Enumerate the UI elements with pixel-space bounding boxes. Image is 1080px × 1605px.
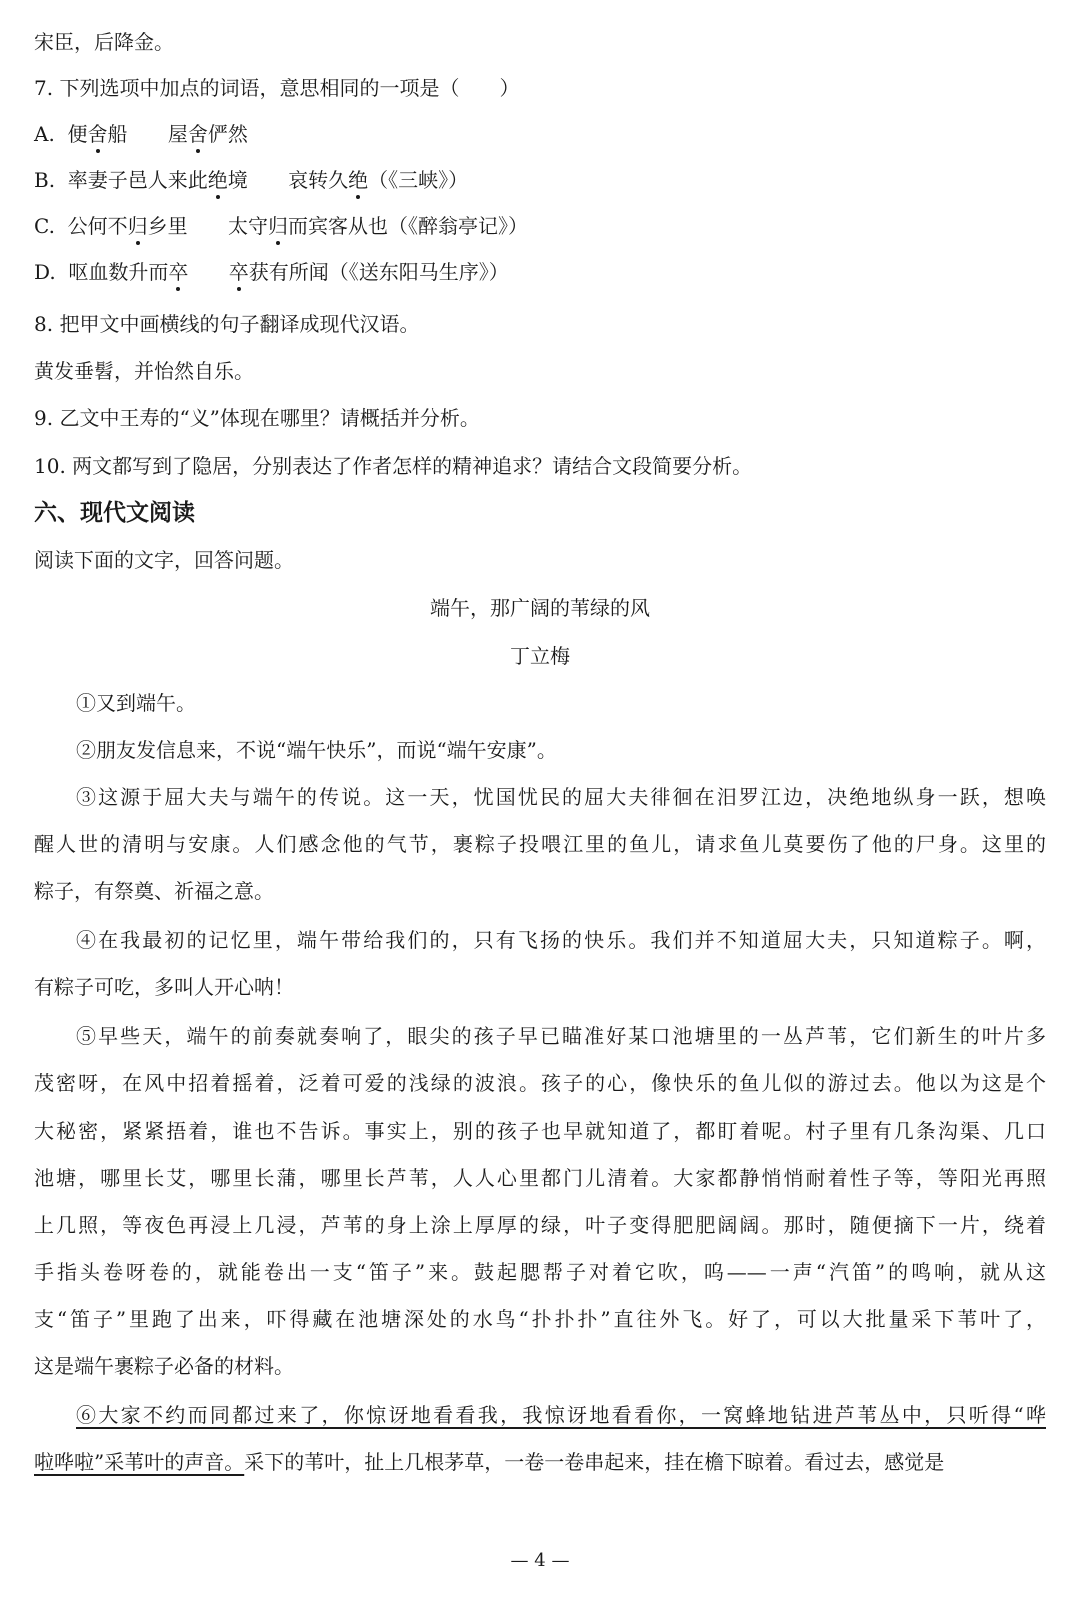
source-note: （《送东阳马生序》） <box>328 260 509 284</box>
paragraph-2: ②朋友发信息来，不说“端午快乐”，而说“端午安康”。 <box>76 738 557 762</box>
paragraph-5-line-8: 这是端午裹粽子必备的材料。 <box>34 1354 294 1378</box>
text: 呕血数升而 <box>68 260 169 284</box>
option-phrase-2 <box>228 214 528 238</box>
dotted-word: 归 <box>127 214 148 238</box>
dotted-word: 舍 <box>187 122 208 146</box>
dotted-word: 归 <box>268 214 289 238</box>
text: 公何不 <box>67 214 128 238</box>
paragraph-5-line-7: 支“笛子”里跑了出来，吓得藏在池塘深处的水鸟“扑扑扑”直往外飞。好了，可以大批量采下苇叶了， <box>34 1307 1046 1331</box>
text: 境 <box>227 168 248 192</box>
article-title: 端午，那广阔的苇绿的风 <box>430 596 650 620</box>
paragraph-1: ①又到端午。 <box>76 691 196 715</box>
paragraph-5-line-1: ⑤早些天，端午的前奏就奏响了，眼尖的孩子早已瞄准好某口池塘里的一丛芦苇，它们新生的叶片多 <box>76 1024 1046 1048</box>
section-6-instruction: 阅读下面的文字，回答问题。 <box>34 548 294 572</box>
paragraph-3-line-1: ③这源于屈大夫与端午的传说。这一天，忧国忧民的屈大夫徘徊在汨罗江边，决绝地纵身一跃，想唤 <box>76 785 1046 809</box>
article-author: 丁立梅 <box>510 644 570 668</box>
paragraph-5-line-3: 大秘密，紧紧捂着，谁也不告诉。事实上，别的孩子也早就知道了，都盯着呢。村子里有几条沟渠、几口 <box>34 1119 1046 1143</box>
option-phrase-1 <box>68 214 188 238</box>
question-7-option-d <box>34 258 1046 286</box>
source-note: （《醉翁亭记》） <box>388 214 529 238</box>
paragraph-5-line-2: 茂密呀，在风中招着摇着，泛着可爱的浅绿的波浪。孩子的心，像快乐的鱼儿似的游过去。他以为这是个 <box>34 1071 1046 1095</box>
option-label: A. <box>34 122 55 146</box>
dotted-word: 绝 <box>207 168 228 192</box>
dotted-word: 卒 <box>228 260 249 284</box>
paragraph-4-line-2: 有粽子可吃，多叫人开心呐！ <box>34 975 294 999</box>
page-number: — 4 — <box>510 1550 570 1571</box>
text: 屋 <box>167 122 188 146</box>
text: 采下的苇叶，扯上几根茅草，一卷一卷串起来，挂在檐下晾着。看过去，感觉是 <box>244 1450 945 1474</box>
option-label: B. <box>34 168 56 192</box>
dotted-word: 卒 <box>168 260 189 284</box>
paragraph-6-line-2 <box>34 1448 1046 1476</box>
question-8-sentence: 黄发垂髫，并怡然自乐。 <box>34 359 254 383</box>
text: 便 <box>67 122 88 146</box>
paragraph-5-line-4: 池塘，哪里长艾，哪里长蒲，哪里长芦苇，人人心里都门儿清着。大家都静悄悄耐着性子等，等阳光再照 <box>34 1166 1046 1190</box>
text: 俨然 <box>207 122 248 146</box>
option-phrase-2 <box>229 260 509 284</box>
text: 乡里 <box>147 214 188 238</box>
option-phrase-1 <box>68 260 188 284</box>
question-7-option-c <box>34 212 1046 240</box>
option-label: C. <box>34 214 55 238</box>
paragraph-4-line-1: ④在我最初的记忆里，端午带给我们的，只有飞扬的快乐。我们并不知道屈大夫，只知道粽子。啊， <box>76 928 1046 952</box>
source-note: （《三峡》） <box>368 168 469 192</box>
underlined-phrase: 啦哗啦”采苇叶的声音。 <box>34 1450 245 1474</box>
paragraph-3-line-3: 粽子，有祭奠、祈福之意。 <box>34 879 274 903</box>
paragraph-5-line-5: 上几照，等夜色再浸上几浸，芦苇的身上涂上厚厚的绿，叶子变得肥肥阔阔。那时，随便摘下一片，绕着 <box>34 1213 1046 1237</box>
option-phrase-1 <box>68 122 128 146</box>
previous-question-tail: 宋臣，后降金。 <box>34 30 174 54</box>
paragraph-6-line-1-underlined: ⑥大家不约而同都过来了，你惊讶地看看我，我惊讶地看看你，一窝蜂地钻进芦苇丛中，只听得“哗 <box>76 1403 1046 1427</box>
question-7-stem: 7. 下列选项中加点的词语，意思相同的一项是（ ） <box>34 76 520 100</box>
text: 太守 <box>228 214 269 238</box>
question-9-stem: 9. 乙文中王寿的“义”体现在哪里？请概括并分析。 <box>34 406 480 430</box>
question-10-stem: 10. 两文都写到了隐居，分别表达了作者怎样的精神追求？请结合文段简要分析。 <box>34 454 753 478</box>
text: 船 <box>107 122 128 146</box>
question-7-option-a <box>34 120 1046 148</box>
paragraph-5-line-6: 手指头卷呀卷的，就能卷出一支“笛子”来。鼓起腮帮子对着它吹，呜——一声“汽笛”的鸣响，就从这 <box>34 1260 1046 1284</box>
option-phrase-1 <box>68 168 248 192</box>
question-7-option-b <box>34 166 1046 194</box>
paragraph-3-line-2: 醒人世的清明与安康。人们感念他的气节，裹粽子投喂江里的鱼儿，请求鱼儿莫要伤了他的尸身。这里的 <box>34 832 1046 856</box>
section-6-heading: 六、现代文阅读 <box>34 499 195 526</box>
text: 率妻子邑人来此 <box>67 168 208 192</box>
text: 哀转久 <box>288 168 349 192</box>
option-phrase-2 <box>168 122 248 146</box>
dotted-word: 舍 <box>87 122 108 146</box>
question-8-stem: 8. 把甲文中画横线的句子翻译成现代汉语。 <box>34 312 420 336</box>
option-phrase-2 <box>288 168 468 192</box>
text: 获有所闻 <box>248 260 329 284</box>
dotted-word: 绝 <box>348 168 369 192</box>
text: 而宾客从也 <box>288 214 389 238</box>
option-label: D. <box>34 260 56 284</box>
